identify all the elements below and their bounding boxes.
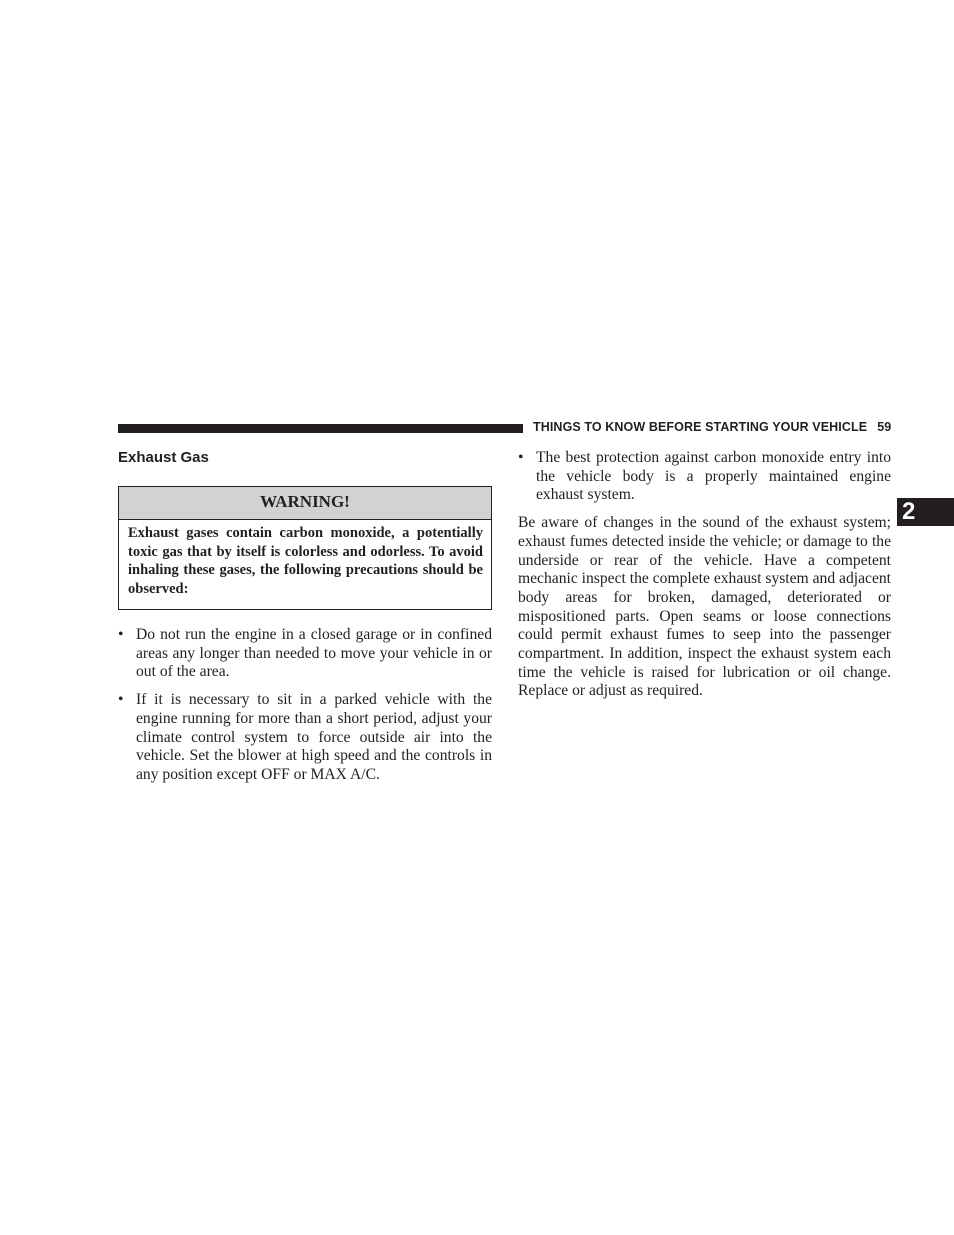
bullet-marker: •	[118, 691, 124, 709]
list-item	[118, 626, 492, 682]
warning-text: Exhaust gases contain carbon monoxide, a potentially toxic gas that by itself is colorless and odorless. To avoid inhaling these gases, the following precautions should be observed:	[128, 525, 483, 597]
list-item	[518, 449, 891, 505]
list-item	[118, 691, 492, 785]
list-item-text: If it is necessary to sit in a parked vehicle with the engine running for more than a short period, adjust your climate control system to force outside air into the vehicle. Set the blower at high speed and the controls in any position except OFF or MAX A/C.	[136, 691, 492, 783]
bullet-marker: •	[118, 626, 124, 643]
left-column	[118, 626, 492, 794]
section-title: Exhaust Gas	[118, 449, 209, 466]
running-header	[533, 420, 893, 434]
page-number: 59	[877, 420, 892, 434]
bullet-marker: •	[518, 449, 524, 466]
running-title: THINGS TO KNOW BEFORE STARTING YOUR VEHICLE	[533, 420, 868, 434]
right-bullet-list	[518, 449, 891, 505]
warning-box	[118, 486, 492, 610]
list-item-text: Do not run the engine in a closed garage or in confined areas any longer than needed to move your vehicle in or out of the area.	[136, 626, 492, 681]
body-paragraph: Be aware of changes in the sound of the exhaust system; exhaust fumes detected inside the vehicle; or damage to the underside or rear of the vehicle. Have a competent mechanic inspect the complete exhaust system and adjacent body areas for broken, damaged, deteriorated or mispositioned parts. Open seams or loose connections could permit exhaust fumes to seep into the passenger compartment. In addition, inspect the exhaust system each time the vehicle is raised for lubrication or oil change. Replace or adjust as required.	[518, 514, 891, 700]
left-bullet-list	[118, 626, 492, 785]
right-column	[518, 449, 891, 701]
header-rule	[118, 424, 523, 433]
chapter-tab: 2	[897, 498, 954, 526]
warning-heading: WARNING!	[119, 487, 491, 520]
list-item-text: The best protection against carbon monoxide entry into the vehicle body is a properly maintained engine exhaust system.	[536, 449, 891, 504]
